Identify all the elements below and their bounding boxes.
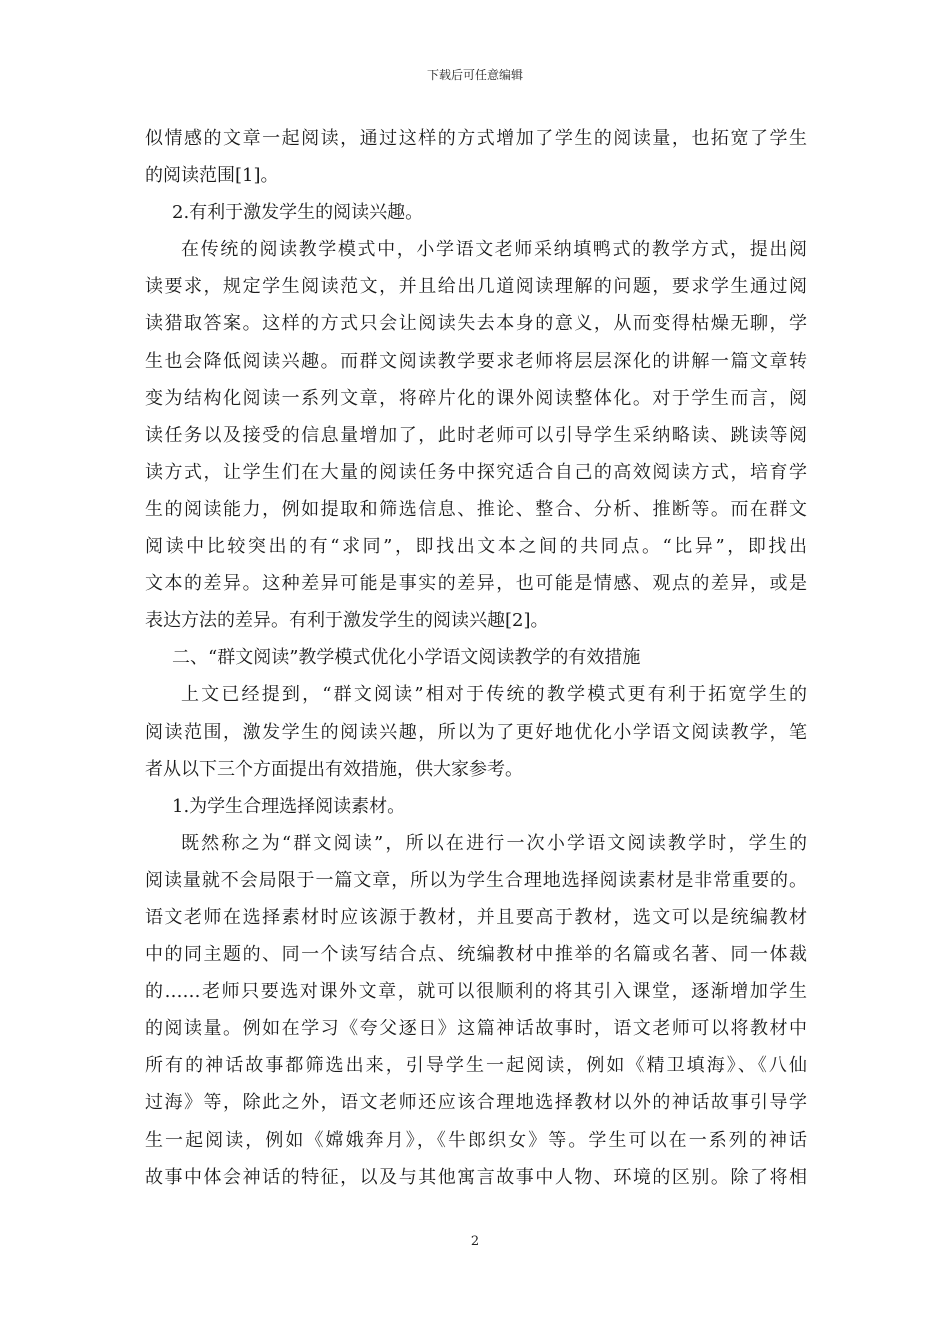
text-line: 读猎取答案。这样的方式只会让阅读失去本身的意义，从而变得枯燥无聊，学: [145, 313, 807, 335]
text-line: 语文老师在选择素材时应该源于教材，并且要高于教材，选文可以是统编教材: [145, 906, 807, 928]
section-heading: 2.有利于激发学生的阅读兴趣。: [172, 202, 424, 224]
text-line: 变为结构化阅读一系列文章，将碎片化的课外阅读整体化。对于学生而言，阅: [145, 387, 807, 409]
page-header: 下载后可任意编辑: [426, 68, 523, 82]
text-line: 所有的神话故事都筛选出来，引导学生一起阅读，例如《精卫填海》、《八仙: [145, 1055, 807, 1077]
text-line: 似情感的文章一起阅读，通过这样的方式增加了学生的阅读量，也拓宽了学生: [145, 128, 807, 149]
text-line: 的阅读量。例如在学习《夸父逐日》这篇神话故事时，语文老师可以将教材中: [145, 1018, 807, 1040]
text-line: 表达方法的差异。有利于激发学生的阅读兴趣[2]。: [145, 610, 549, 632]
text-line: 阅读范围，激发学生的阅读兴趣，所以为了更好地优化小学语文阅读教学，笔: [145, 721, 807, 743]
text-line: 中的同主题的、同一个读写结合点、统编教材中推举的名篇或名著、同一体裁: [145, 944, 807, 966]
page-number: 2: [470, 1234, 480, 1249]
text-line: 生也会降低阅读兴趣。而群文阅读教学要求老师将层层深化的讲解一篇文章转: [145, 350, 807, 372]
text-line: 文本的差异。这种差异可能是事实的差异，也可能是情感、观点的差异，或是: [145, 573, 807, 595]
text-line: 阅读量就不会局限于一篇文章，所以为学生合理地选择阅读素材是非常重要的。: [145, 869, 807, 891]
text-line: 过海》等，除此之外，语文老师还应该合理地选择教材以外的神话故事引导学: [145, 1092, 807, 1114]
text-line: 读任务以及接受的信息量增加了，此时老师可以引导学生采纳略读、跳读等阅: [145, 424, 807, 446]
text-line: 的阅读范围[1]。: [145, 165, 279, 187]
text-line: 的……老师只要选对课外文章，就可以很顺利的将其引入课堂，逐渐增加学生: [145, 981, 807, 1003]
text-line: 读要求，规定学生阅读范文，并且给出几道阅读理解的问题，要求学生通过阅: [145, 276, 807, 298]
text-line: 读方式，让学生们在大量的阅读任务中探究适合自己的高效阅读方式，培育学: [145, 461, 807, 483]
text-line: 生一起阅读，例如《嫦娥奔月》，《牛郎织女》等。学生可以在一系列的神话: [145, 1129, 807, 1151]
text-line: 在传统的阅读教学模式中，小学语文老师采纳填鸭式的教学方式，提出阅: [181, 239, 807, 261]
document-body: [145, 120, 807, 1196]
text-line: 阅读中比较突出的有“求同”，即找出文本之间的共同点。“比异”，即找出: [145, 536, 807, 558]
section-heading: 1.为学生合理选择阅读素材。: [172, 795, 406, 817]
text-line: 生的阅读能力，例如提取和筛选信息、推论、整合、分析、推断等。而在群文: [145, 498, 807, 520]
text-line: 既然称之为“群文阅读”，所以在进行一次小学语文阅读教学时，学生的: [181, 832, 807, 854]
text-line: 故事中体会神话的特征，以及与其他寓言故事中人物、环境的区别。除了将相: [145, 1166, 807, 1188]
text-line: 上文已经提到，“群文阅读”相对于传统的教学模式更有利于拓宽学生的: [181, 684, 807, 706]
text-line: 者从以下三个方面提出有效措施，供大家参考。: [145, 758, 523, 780]
section-heading: 二、“群文阅读”教学模式优化小学语文阅读教学的有效措施: [172, 647, 641, 669]
